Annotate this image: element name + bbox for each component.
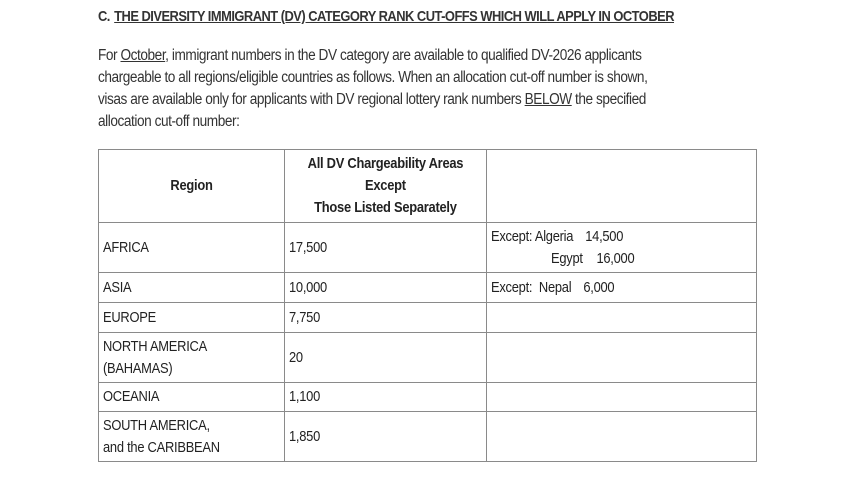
region-cell bbox=[99, 273, 285, 303]
region-name: AFRICA bbox=[103, 238, 149, 256]
exception-prefix: Except: bbox=[491, 227, 533, 245]
table-row bbox=[99, 333, 757, 383]
header-region bbox=[99, 150, 285, 223]
below-emphasis: BELOW bbox=[524, 91, 572, 108]
section-letter: C. bbox=[98, 8, 110, 25]
cutoff-value: 20 bbox=[289, 348, 304, 366]
exception-prefix: Except: bbox=[491, 278, 533, 296]
cutoff-cell bbox=[285, 223, 487, 273]
exception-entry bbox=[491, 248, 752, 270]
cutoff-cell bbox=[285, 273, 487, 303]
section-title: THE DIVERSITY IMMIGRANT (DV) CATEGORY RANK CUT-OFFS WHICH WILL APPLY IN OCTOBER bbox=[114, 8, 675, 25]
exception-country: Egypt bbox=[551, 249, 584, 267]
intro-line-3 bbox=[98, 89, 714, 111]
intro-text: visas are available only for applicants with DV regional lottery rank numbers bbox=[98, 91, 525, 108]
exception-entry bbox=[491, 226, 752, 248]
exceptions-cell bbox=[487, 273, 757, 303]
table-row bbox=[99, 303, 757, 333]
exception-country: Nepal bbox=[539, 278, 572, 296]
exceptions-cell bbox=[487, 412, 757, 462]
exception-value: 6,000 bbox=[583, 278, 615, 296]
exceptions-cell bbox=[487, 383, 757, 412]
table-row bbox=[99, 383, 757, 412]
cutoff-value: 1,100 bbox=[289, 388, 321, 405]
header-exceptions bbox=[487, 150, 757, 223]
region-name: OCEANIA bbox=[103, 388, 160, 405]
cutoff-cell bbox=[285, 383, 487, 412]
region-name: ASIA bbox=[103, 278, 132, 296]
intro-paragraph bbox=[98, 45, 714, 133]
header-region-label: Region bbox=[170, 177, 213, 194]
exception-value: 14,500 bbox=[585, 227, 624, 245]
intro-text: the specified bbox=[571, 91, 646, 108]
cutoff-cell bbox=[285, 303, 487, 333]
header-all-areas-line2: Except bbox=[365, 177, 407, 194]
region-cell bbox=[99, 383, 285, 412]
region-cell bbox=[99, 223, 285, 273]
region-cell bbox=[99, 333, 285, 383]
region-name-line2: (BAHAMAS) bbox=[103, 359, 173, 377]
cutoff-value: 1,850 bbox=[289, 427, 321, 445]
header-all-areas-line3: Those Listed Separately bbox=[314, 199, 458, 216]
section-heading bbox=[98, 8, 674, 25]
region-cell bbox=[99, 412, 285, 462]
cutoff-value: 7,750 bbox=[289, 308, 321, 326]
intro-text: For bbox=[98, 47, 121, 64]
region-name: SOUTH AMERICA, bbox=[103, 416, 210, 434]
intro-text: , immigrant numbers in the DV category are available to qualified DV-2026 applicants bbox=[165, 47, 642, 64]
region-name: EUROPE bbox=[103, 308, 156, 326]
header-all-areas bbox=[285, 150, 487, 223]
table-row bbox=[99, 223, 757, 273]
october-link[interactable]: October bbox=[120, 47, 166, 64]
header-all-areas-line1: All DV Chargeability Areas bbox=[308, 155, 464, 172]
intro-line-2: chargeable to all regions/eligible countries as follows. When an allocation cut-off number is shown, bbox=[98, 69, 648, 86]
exceptions-cell bbox=[487, 303, 757, 333]
region-name-line2: and the CARIBBEAN bbox=[103, 438, 220, 456]
cutoff-value: 10,000 bbox=[289, 278, 328, 296]
exception-country: Algeria bbox=[535, 227, 574, 245]
region-name: NORTH AMERICA bbox=[103, 337, 207, 355]
cutoff-value: 17,500 bbox=[289, 238, 328, 256]
exceptions-cell bbox=[487, 223, 757, 273]
table-row bbox=[99, 273, 757, 303]
dv-cutoff-table bbox=[98, 149, 757, 462]
table-header-row bbox=[99, 150, 757, 223]
intro-line-1 bbox=[98, 45, 714, 67]
cutoff-cell bbox=[285, 412, 487, 462]
cutoff-cell bbox=[285, 333, 487, 383]
exception-value: 16,000 bbox=[596, 249, 635, 267]
region-cell bbox=[99, 303, 285, 333]
exceptions-cell bbox=[487, 333, 757, 383]
exception-entry bbox=[491, 277, 752, 299]
table-row bbox=[99, 412, 757, 462]
intro-line-4: allocation cut-off number: bbox=[98, 113, 240, 130]
